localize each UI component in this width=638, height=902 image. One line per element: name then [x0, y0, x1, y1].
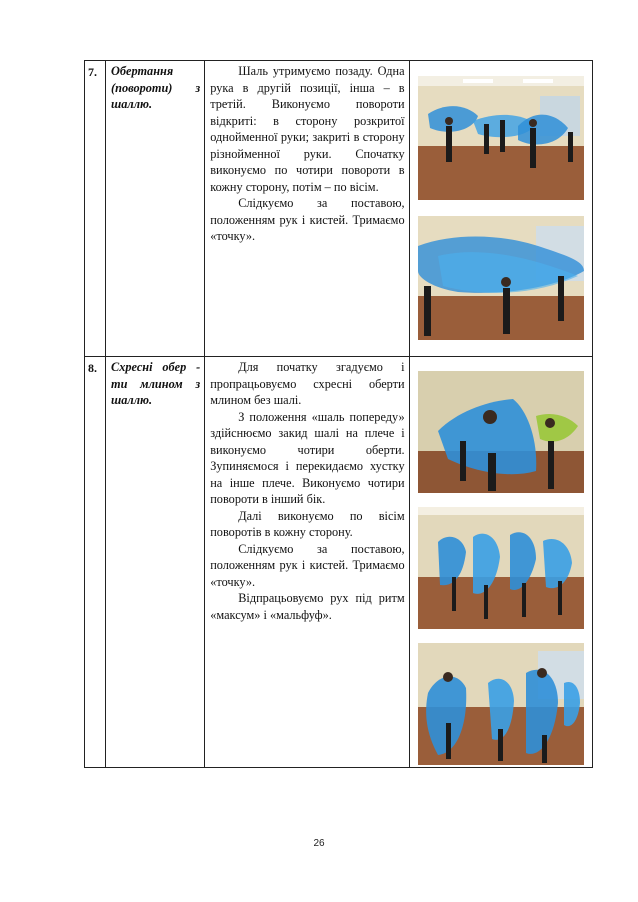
photo-dancers-turning-1 — [418, 76, 584, 200]
description-paragraph: Відпрацьовуємо рух під ритм «максум» і «мальфуф». — [210, 591, 405, 622]
table-row-7 — [85, 61, 593, 357]
description-paragraph: Далі виконуємо по вісім поворотів в кожну сторону. — [210, 508, 405, 539]
description-paragraph: Слідкуємо за поставою, положенням рук і кистей. Тримаємо «точку». — [210, 196, 405, 243]
description-paragraph: З положення «шаль попереду» здійснюємо закид шалі на плече і виконуємо чотири оберти. Зупиняємося і перекидаємо хустку на інше плече. Виконуємо чотири повороти в інший бік. — [210, 409, 405, 506]
photos-cell — [409, 61, 592, 357]
exercise-description — [205, 61, 409, 357]
description-paragraph: Слідкуємо за поставою, положенням рук і кистей. Тримаємо «точку». — [210, 541, 405, 589]
exercise-table — [84, 60, 593, 768]
photo-dancers-turning-2 — [418, 216, 584, 340]
photo-dancer-shawl-1 — [418, 371, 584, 493]
exercise-title: Схресні обер - ти млином з шаллю. — [106, 357, 205, 768]
table-row-8 — [85, 357, 593, 768]
photo-dancers-shawl-3 — [418, 643, 584, 765]
exercise-title: Обертання (повороти) з шаллю. — [106, 61, 205, 357]
page-number: 26 — [313, 838, 325, 849]
description-paragraph: Для початку згадуємо і пропрацьовуємо схресні оберти млином без шалі. — [210, 360, 405, 407]
photos-cell — [409, 357, 592, 768]
description-paragraph: Шаль утримуємо позаду. Одна рука в другій позиції, інша – в третій. Виконуємо повороти відкриті: в сторону розкритої однойменної руки; закриті в сторону різнойменної руки. Спочатку виконуємо по чотири повороти в кожну сторону, потім – по вісім. — [210, 64, 405, 194]
row-number: 8. — [85, 357, 106, 768]
photo-dancers-shawl-2 — [418, 507, 584, 629]
exercise-description — [205, 357, 409, 768]
row-number: 7. — [85, 61, 106, 357]
